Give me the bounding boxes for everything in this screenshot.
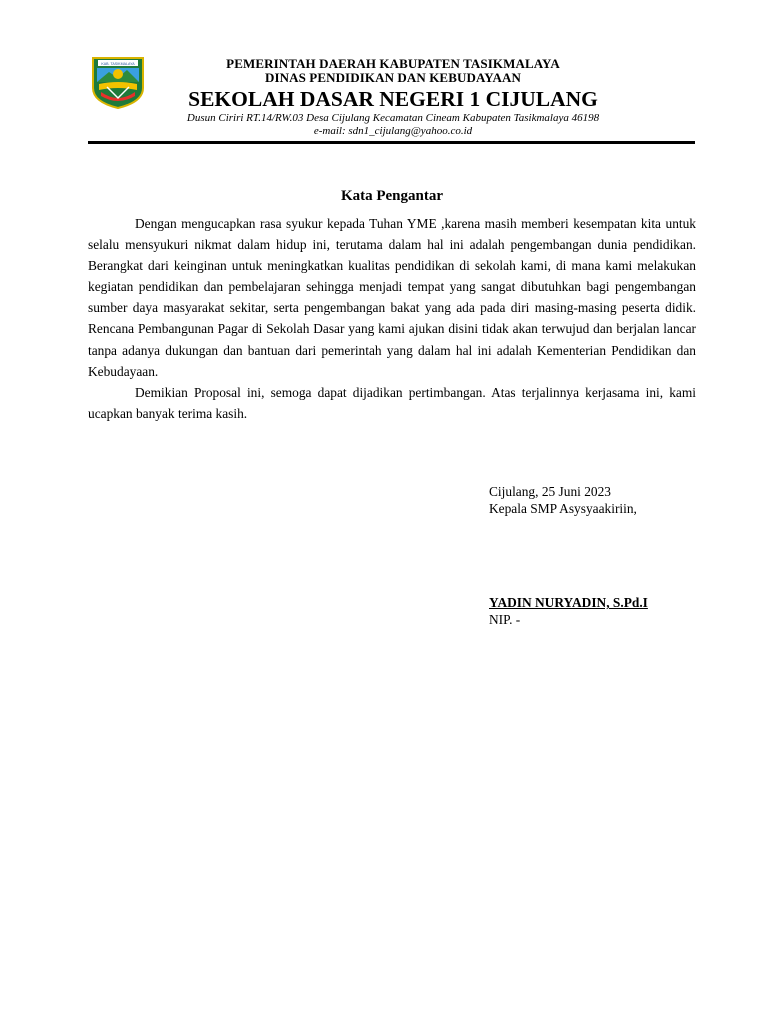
government-line: PEMERINTAH DAERAH KABUPATEN TASIKMALAYA [226, 56, 560, 71]
school-address: Dusun Ciriri RT.14/RW.03 Desa Cijulang Kecamatan Cineam Kabupaten Tasikmalaya 46198 [186, 112, 600, 124]
regency-emblem-icon [89, 54, 147, 110]
paragraph: Demikian Proposal ini, semoga dapat dijadikan pertimbangan. Atas terjalinnya kerjasama ini, kami ucapkan banyak terima kasih. [88, 384, 696, 421]
letterhead-divider [88, 141, 695, 144]
document-body [88, 213, 696, 424]
signer-nip: NIP. - [489, 612, 521, 627]
signer-name: YADIN NURYADIN, S.Pd.I [489, 595, 648, 610]
emblem-lettering: KAB. TASIKMALAYA [101, 62, 135, 66]
letterhead [150, 57, 636, 138]
signature-block [489, 483, 719, 628]
document-title: Kata Pengantar [340, 188, 444, 204]
school-name: SEKOLAH DASAR NEGERI 1 CIJULANG [188, 87, 598, 111]
department-line: DINAS PENDIDIKAN DAN KEBUDAYAAN [264, 70, 522, 85]
signer-position: Kepala SMP Asysyaakiriin, [489, 501, 637, 516]
paragraph: Dengan mengucapkan rasa syukur kepada Tuhan YME ,karena masih memberi kesempatan kita untuk selalu mensyukuri nikmat dalam hidup ini, terutama dalam hal ini adalah pengembangan dunia pendidikan. Berangkat dari keinginan untuk meningkatkan kualitas pendidikan di sekolah kami, di mana kami melakukan kegiatan pendidikan dan pembelajaran sehingga menjadi tempat yang sangat dibutuhkan bagi pengembangan sumber daya masyarakat sekitar, serta pengembangan bakat yang ada pada diri masing-masing peserta didik. Rencana Pembangunan Pagar di Sekolah Dasar yang kami ajukan disini tidak akan terwujud dan berjalan lancar tanpa adanya dukungan dan bantuan dari pemerintah yang dalam hal ini adalah Kementerian Pendidikan dan Kebudayaan. [88, 216, 696, 379]
school-email: e-mail: sdn1_cijulang@yahoo.co.id [313, 125, 473, 137]
place-date: Cijulang, 25 Juni 2023 [489, 484, 612, 499]
